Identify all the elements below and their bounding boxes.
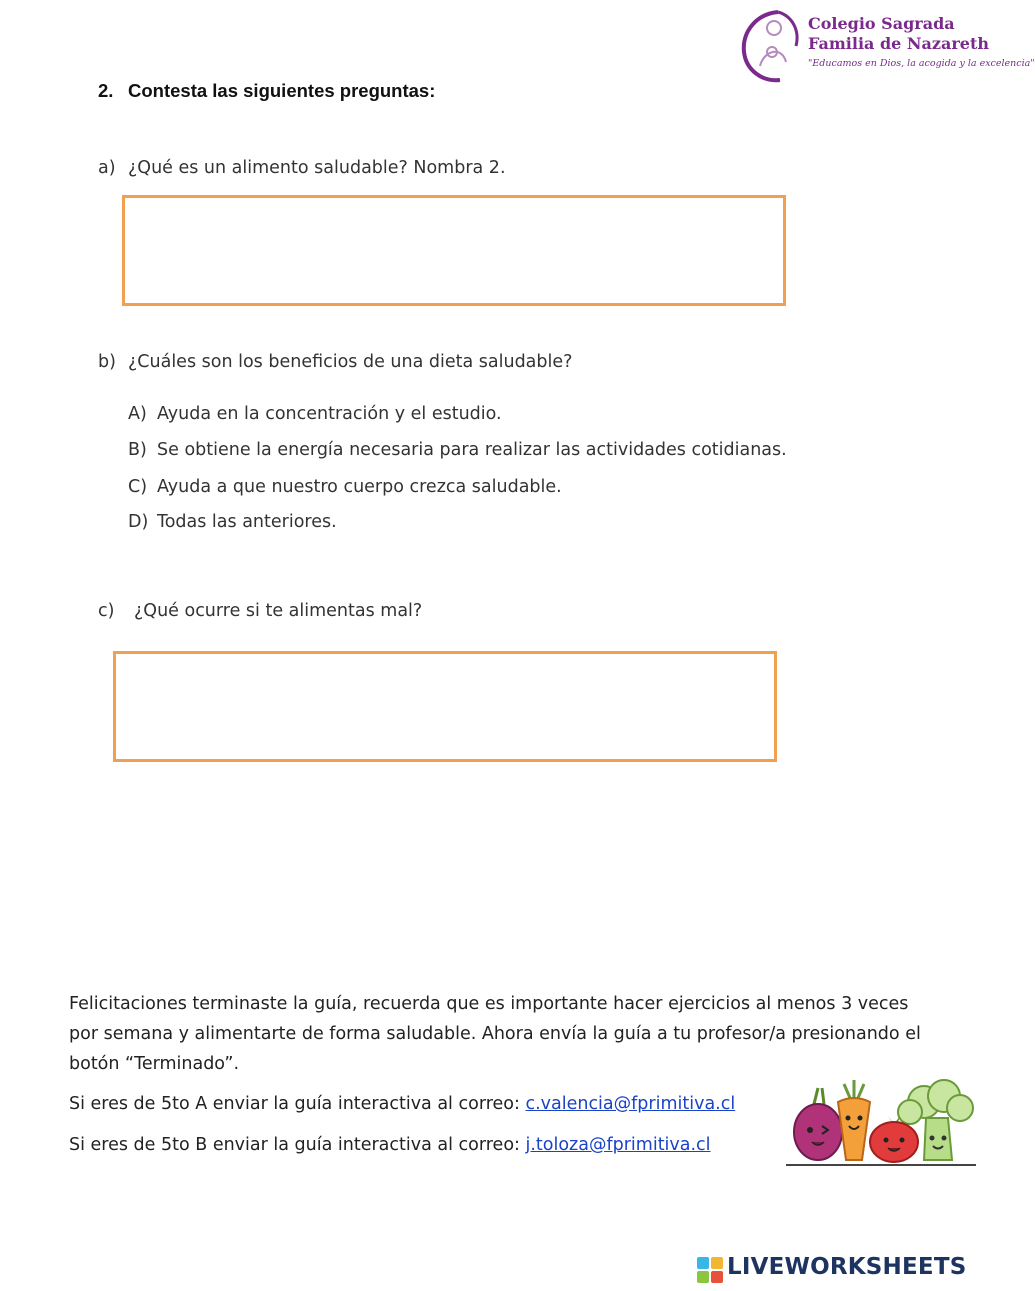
school-motto: "Educamos en Dios, la acogida y la excelencia" xyxy=(808,58,1035,69)
congrats-text: Felicitaciones terminaste la guía, recuerda que es importante hacer ejercicios al menos 3 veces por semana y alimentarte de forma saludable. Ahora envía la guía a tu profesor/a presionando el botón “Terminado”. xyxy=(69,994,921,1074)
option-c-label: C) xyxy=(128,477,148,497)
school-name-line1: Colegio Sagrada xyxy=(808,14,955,33)
section-title-text: Contesta las siguientes preguntas: xyxy=(128,80,436,101)
question-a-label: a) xyxy=(98,158,116,178)
mail-5a-link[interactable]: c.valencia@fprimitiva.cl xyxy=(525,1094,736,1114)
answer-box-a[interactable] xyxy=(122,195,786,306)
option-d-label: D) xyxy=(128,512,149,532)
question-a-text: ¿Qué es un alimento saludable? Nombra 2. xyxy=(128,158,506,178)
school-name-line2: Familia de Nazareth xyxy=(808,34,989,53)
option-a[interactable] xyxy=(128,404,502,424)
liveworksheets-wordmark: LIVEWORKSHEETS xyxy=(727,1254,967,1280)
option-a-text: Ayuda en la concentración y el estudio. xyxy=(157,404,502,424)
mail-5b-link[interactable]: j.toloza@fprimitiva.cl xyxy=(525,1135,711,1155)
question-b-label: b) xyxy=(98,352,116,372)
question-b-text: ¿Cuáles son los beneficios de una dieta saludable? xyxy=(128,352,573,372)
question-c-text: ¿Qué ocurre si te alimentas mal? xyxy=(134,601,423,621)
option-c[interactable] xyxy=(128,477,562,497)
question-b xyxy=(98,352,572,372)
option-c-text: Ayuda a que nuestro cuerpo crezca saludable. xyxy=(157,477,562,497)
school-logo xyxy=(738,6,1035,86)
option-b-text: Se obtiene la energía necesaria para realizar las actividades cotidianas. xyxy=(157,440,787,460)
option-b[interactable] xyxy=(128,440,787,460)
mail-line-5a xyxy=(69,1094,735,1114)
liveworksheets-brand xyxy=(697,1254,993,1286)
section-number: 2. xyxy=(98,80,114,101)
option-d[interactable] xyxy=(128,512,337,532)
mail-5b-prefix: Si eres de 5to B enviar la guía interactiva al correo: xyxy=(69,1135,526,1155)
mail-5a-prefix: Si eres de 5to A enviar la guía interactiva al correo: xyxy=(69,1094,526,1114)
option-d-text: Todas las anteriores. xyxy=(157,512,337,532)
question-c xyxy=(98,601,422,621)
vegetables-illustration xyxy=(784,1072,980,1170)
liveworksheets-logo-icon xyxy=(697,1257,723,1283)
section-title xyxy=(98,80,435,102)
mail-line-5b xyxy=(69,1135,711,1155)
question-c-label: c) xyxy=(98,601,115,621)
option-a-label: A) xyxy=(128,404,147,424)
question-a xyxy=(98,158,506,178)
school-crest-icon xyxy=(738,6,806,86)
carrot-icon xyxy=(838,1080,870,1160)
onion-icon xyxy=(794,1088,842,1160)
answer-box-c[interactable] xyxy=(113,651,777,762)
option-b-label: B) xyxy=(128,440,147,460)
